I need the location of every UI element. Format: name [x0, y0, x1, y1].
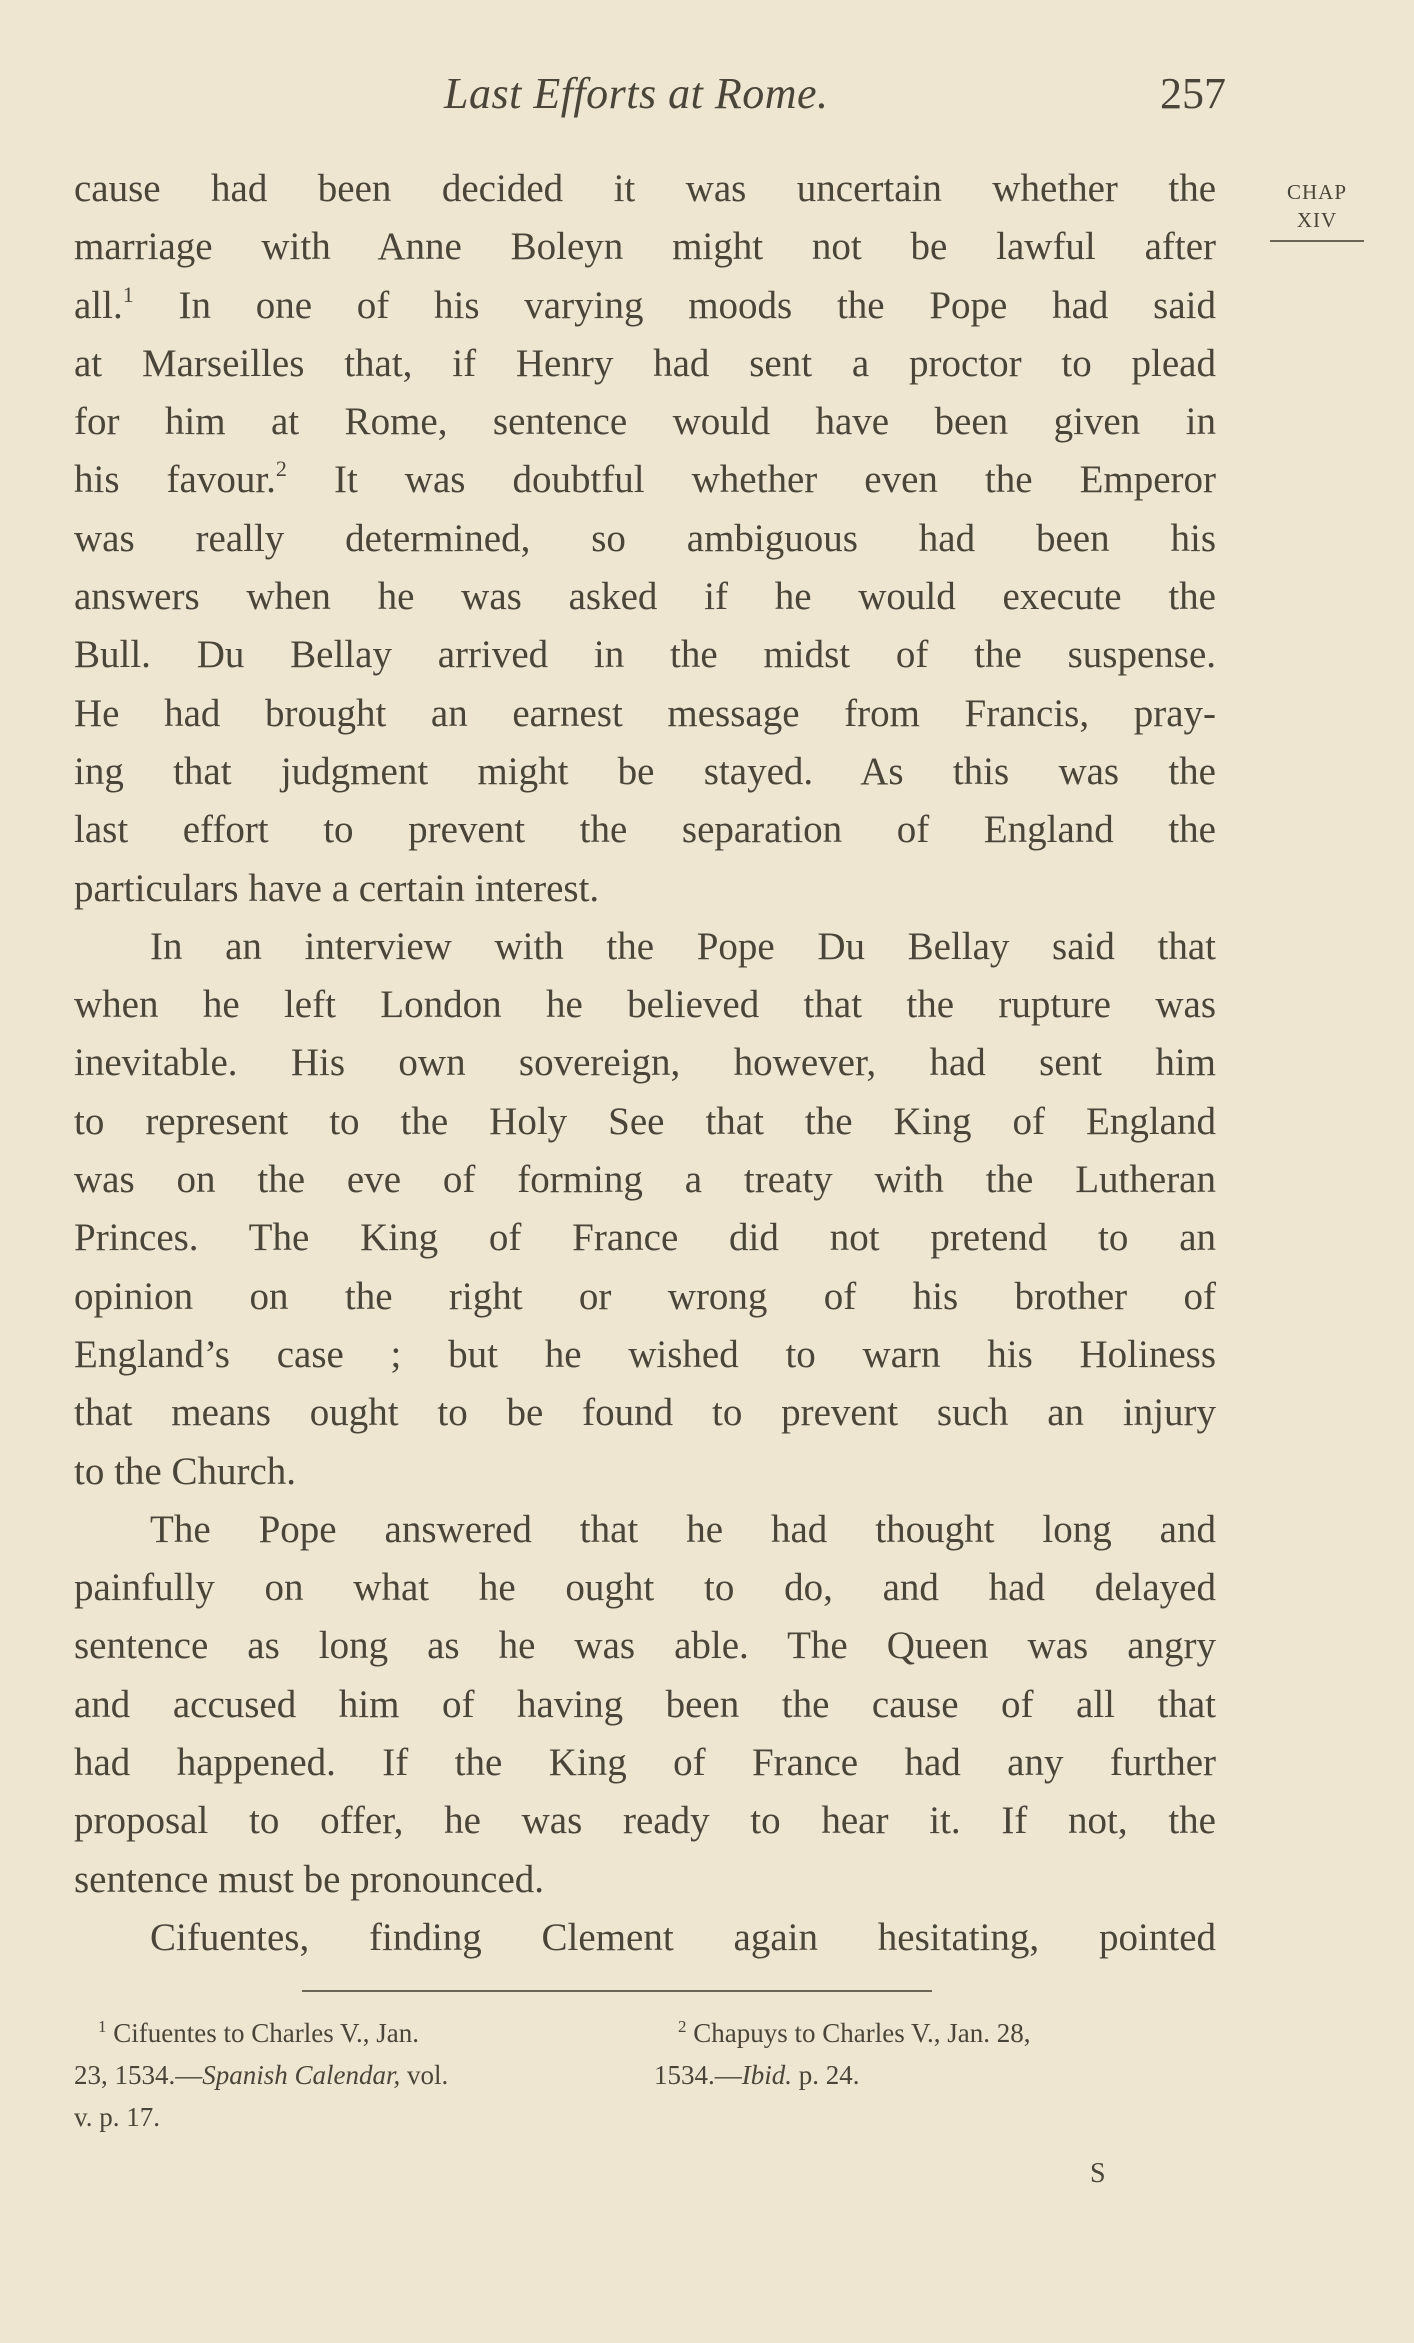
- paragraph-1: [74, 160, 1216, 918]
- chapter-margin-note: [1262, 178, 1372, 242]
- text-line: sentence must be pronounced.: [74, 1857, 545, 1901]
- text-line: [74, 277, 1216, 335]
- text-line: Cifuentes, finding Clement again hesitating, pointed: [150, 1915, 1216, 1959]
- text-line: [74, 451, 1216, 509]
- text-line: for him at Rome, sentence would have been given in: [74, 400, 1216, 444]
- text-line: England’s case ; but he wished to warn his Holiness: [74, 1332, 1216, 1376]
- footnote-line: [654, 2012, 1216, 2054]
- paragraph-3: [74, 1501, 1216, 1909]
- footnote-text: vol.: [400, 2060, 449, 2090]
- text-segment: his favour.: [74, 458, 276, 502]
- footnote-text: p. 24.: [792, 2060, 860, 2090]
- text-line: to represent to the Holy See that the King of England: [74, 1099, 1216, 1143]
- chapter-rule: [1270, 240, 1364, 242]
- text-line: to the Church.: [74, 1449, 297, 1493]
- text-line: cause had been decided it was uncertain whether the: [74, 167, 1216, 210]
- text-segment: all.: [74, 283, 123, 327]
- text-line: ing that judgment might be stayed. As this was the: [74, 749, 1216, 793]
- text-line: inevitable. His own sovereign, however, had sent him: [74, 1041, 1216, 1085]
- footnote-line: v. p. 17.: [74, 2102, 160, 2132]
- text-line: proposal to offer, he was ready to hear it. If not, the: [74, 1799, 1216, 1843]
- footnote-1: [74, 2012, 634, 2138]
- footnote-2: [654, 2012, 1216, 2096]
- paragraph-4: [74, 1909, 1216, 1967]
- text-line: opinion on the right or wrong of his brother of: [74, 1274, 1216, 1318]
- paragraph-2: [74, 918, 1216, 1501]
- text-line: at Marseilles that, if Henry had sent a proctor to plead: [74, 341, 1216, 385]
- text-line: last effort to prevent the separation of England the: [74, 808, 1216, 852]
- footnote-text: Cifuentes to Charles V., Jan.: [113, 2018, 419, 2048]
- footnote-text: 1534.—: [654, 2060, 742, 2090]
- text-line: The Pope answered that he had thought long and: [150, 1507, 1216, 1551]
- text-line: that means ought to be found to prevent such an injury: [74, 1391, 1216, 1435]
- text-line: when he left London he believed that the rupture was: [74, 983, 1216, 1027]
- text-line: Bull. Du Bellay arrived in the midst of the suspense.: [74, 633, 1216, 677]
- text-line: was on the eve of forming a treaty with the Lutheran: [74, 1158, 1216, 1202]
- footnote-ref-2: 2: [275, 456, 287, 482]
- chapter-label: CHAP: [1286, 180, 1348, 204]
- text-line: He had brought an earnest message from Francis, pray-: [74, 691, 1216, 735]
- footnote-text: 23, 1534.—: [74, 2060, 203, 2090]
- footnote-line: [654, 2054, 1216, 2096]
- footnote-line: [74, 2012, 634, 2054]
- body-text: [74, 160, 1216, 1967]
- running-title: Last Efforts at Rome.: [444, 69, 829, 118]
- text-line: sentence as long as he was able. The Queen was angry: [74, 1624, 1216, 1668]
- signature-mark: S: [1090, 2158, 1106, 2189]
- running-head: [76, 62, 1226, 132]
- page-number: 257: [1160, 69, 1226, 118]
- text-line: and accused him of having been the cause of all that: [74, 1682, 1216, 1726]
- text-segment: It was doubtful whether even the Emperor: [333, 458, 1217, 502]
- chapter-number: XIV: [1296, 208, 1338, 232]
- footnote-ref-1: 1: [122, 281, 134, 307]
- text-line: In an interview with the Pope Du Bellay said that: [150, 924, 1216, 968]
- footnote-text: Chapuys to Charles V., Jan. 28,: [693, 2018, 1031, 2048]
- footnote-line: [74, 2054, 634, 2096]
- footnote-mark: 2: [678, 2017, 687, 2036]
- text-line: marriage with Anne Boleyn might not be lawful after: [74, 225, 1216, 269]
- text-segment: In one of his varying moods the Pope had said: [178, 283, 1216, 327]
- footnote-source: Spanish Calendar,: [202, 2060, 401, 2090]
- footnote-rule: [302, 1990, 932, 1992]
- text-line: Princes. The King of France did not pretend to an: [74, 1216, 1216, 1260]
- text-line: painfully on what he ought to do, and had delayed: [74, 1566, 1216, 1610]
- text-line: was really determined, so ambiguous had been his: [74, 516, 1216, 560]
- text-line: had happened. If the King of France had any further: [74, 1741, 1216, 1785]
- footnote-source: Ibid.: [741, 2060, 792, 2090]
- text-line: answers when he was asked if he would execute the: [74, 575, 1216, 619]
- footnote-mark: 1: [98, 2017, 107, 2036]
- text-line: particulars have a certain interest.: [74, 866, 600, 910]
